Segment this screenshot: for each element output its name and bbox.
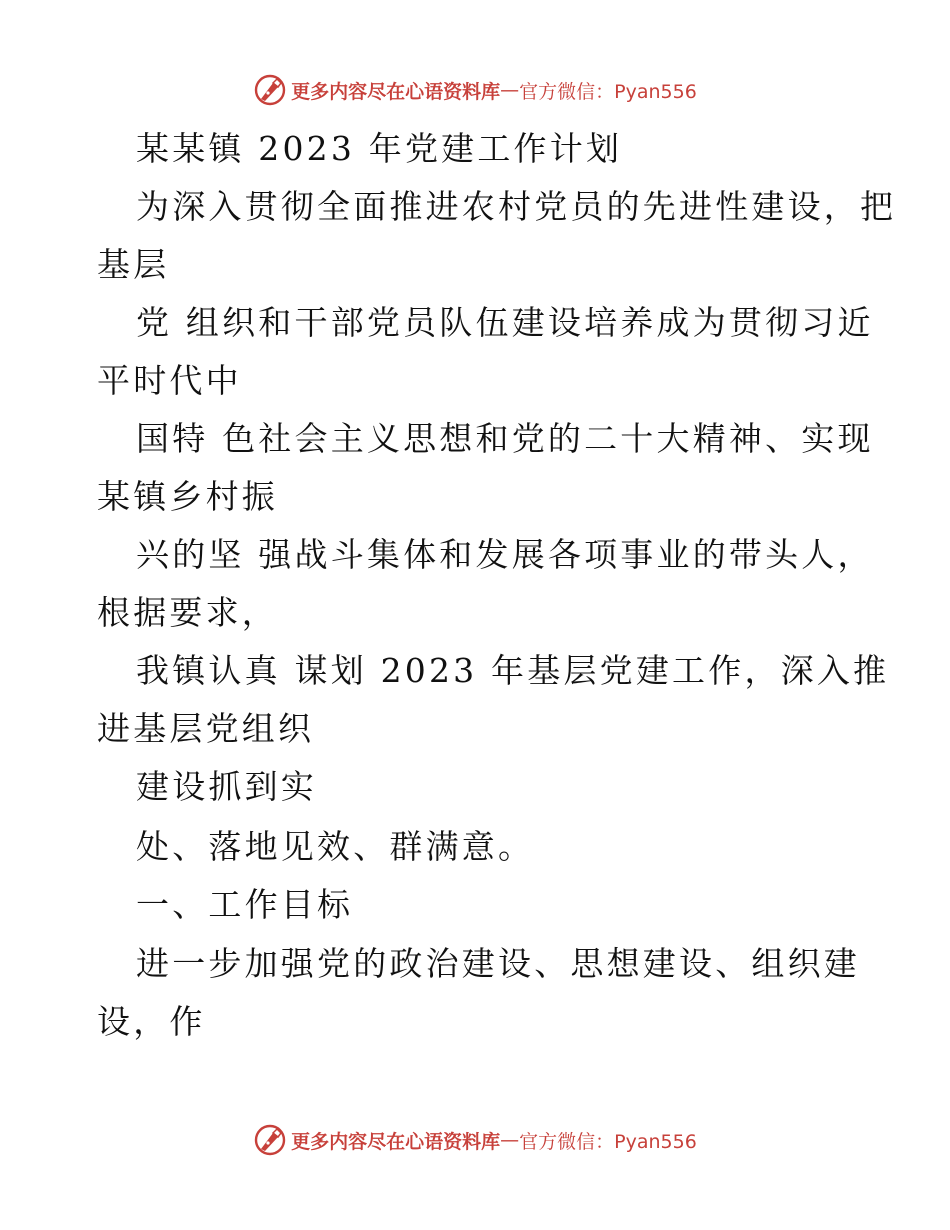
document-line: 建设抓到实 (136, 767, 317, 806)
document-line: 根据要求， (97, 593, 278, 632)
pen-nib-circle-icon (253, 1123, 287, 1157)
document-line: 我镇认真 谋划 2023 年基层党建工作，深入推 (136, 651, 890, 690)
document-title: 某某镇 2023 年党建工作计划 (136, 129, 623, 168)
watermark-wechat-text: 官方微信：Pyan556 (519, 1130, 697, 1153)
document-line: 兴的坚 强战斗集体和发展各项事业的带头人， (136, 535, 874, 574)
watermark-site-text: 更多内容尽在心语资料库 (291, 1130, 501, 1153)
document-line: 进一步加强党的政治建设、思想建设、组织建 (136, 944, 860, 983)
document-line: 基层 (97, 245, 170, 284)
section-heading: 一、工作目标 (136, 885, 354, 924)
watermark-separator: — (500, 1129, 520, 1151)
watermark-wechat-text: 官方微信：Pyan556 (519, 80, 697, 103)
footer-watermark-banner (0, 1120, 950, 1160)
document-line: 设，作 (97, 1002, 206, 1041)
document-line: 某镇乡村振 (97, 477, 278, 516)
watermark-site-text: 更多内容尽在心语资料库 (291, 80, 501, 103)
watermark-separator: — (500, 79, 520, 101)
document-line: 为深入贯彻全面推进农村党员的先进性建设，把 (136, 187, 897, 226)
document-line: 党 组织和干部党员队伍建设培养成为贯彻习近 (136, 303, 874, 342)
document-line: 平时代中 (97, 361, 242, 400)
document-line: 国特 色社会主义思想和党的二十大精神、实现 (136, 419, 874, 458)
document-line: 进基层党组织 (97, 709, 315, 748)
document-line: 处、落地见效、群满意。 (136, 827, 535, 866)
